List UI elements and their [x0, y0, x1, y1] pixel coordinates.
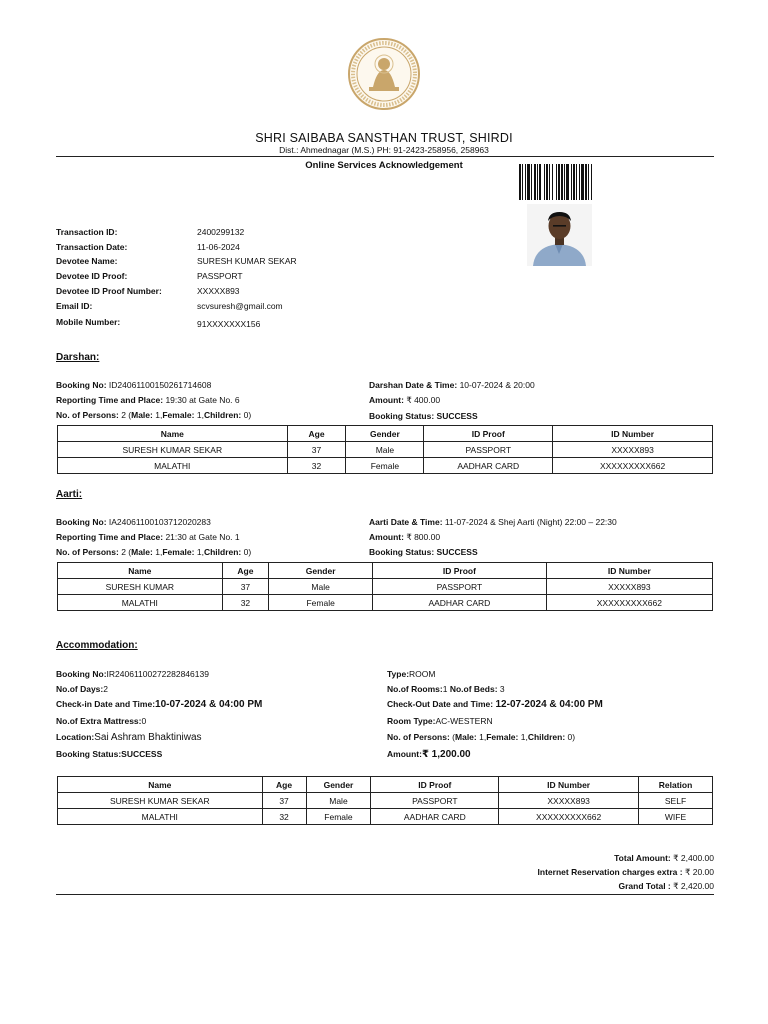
darshan-reporting: Reporting Time and Place: 19:30 at Gate No. 6 [56, 395, 240, 405]
table-cell: 32 [287, 458, 346, 474]
table-cell: 32 [222, 595, 269, 611]
barcode-icon [518, 164, 624, 200]
accommodation-persons: No. of Persons: (Male: 1,Female: 1,Children: 0) [387, 732, 576, 742]
darshan-devotee-table [57, 425, 713, 474]
table-header-row [58, 426, 713, 442]
table-cell: XXXXXXXXX662 [553, 458, 713, 474]
accommodation-booking-no: Booking No:IR24061100272282846139 [56, 669, 209, 679]
table-cell: MALATHI [58, 595, 223, 611]
transaction-field-label: Devotee Name: [56, 256, 118, 266]
column-header: Name [58, 563, 223, 579]
table-cell: XXXXX893 [546, 579, 712, 595]
document-title: Online Services Acknowledgement [305, 160, 463, 171]
table-cell: SURESH KUMAR SEKAR [58, 442, 288, 458]
darshan-persons: No. of Persons: 2 (Male: 1,Female: 1,Children: 0) [56, 410, 252, 420]
darshan-amount: Amount: ₹ 400.00 [369, 395, 441, 405]
table-cell: 37 [262, 793, 306, 809]
table-cell: XXXXX893 [553, 442, 713, 458]
column-header: ID Number [546, 563, 712, 579]
transaction-field-value: 11-06-2024 [197, 242, 240, 252]
internet-charges: Internet Reservation charges extra : ₹ 20.00 [537, 867, 714, 877]
table-header-row [58, 563, 713, 579]
accommodation-checkout: Check-Out Date and Time: 12-07-2024 & 04:00 PM [387, 699, 603, 710]
table-row [58, 793, 713, 809]
aarti-devotee-table [57, 562, 713, 611]
darshan-booking-no: Booking No: ID24061100150261714608 [56, 380, 212, 390]
transaction-field-value: 91XXXXXXX156 [197, 319, 261, 329]
column-header: Age [262, 777, 306, 793]
transaction-field-value: PASSPORT [197, 271, 243, 281]
table-cell: Female [269, 595, 373, 611]
column-header: Relation [639, 777, 713, 793]
accommodation-checkin: Check-in Date and Time:10-07-2024 & 04:00 PM [56, 699, 263, 710]
table-cell: XXXXXXXXX662 [499, 809, 639, 825]
table-row [58, 442, 713, 458]
table-cell: MALATHI [58, 809, 263, 825]
column-header: Name [58, 777, 263, 793]
table-cell: Female [306, 809, 371, 825]
footer-divider [56, 894, 714, 895]
transaction-field-value: scvsuresh@gmail.com [197, 301, 283, 311]
aarti-persons: No. of Persons: 2 (Male: 1,Female: 1,Children: 0) [56, 547, 252, 557]
column-header: Gender [269, 563, 373, 579]
table-header-row [58, 777, 713, 793]
column-header: Gender [346, 426, 424, 442]
aarti-status: Booking Status: SUCCESS [369, 547, 478, 557]
devotee-photo [527, 204, 592, 266]
transaction-field-label: Mobile Number: [56, 317, 121, 327]
darshan-date: Darshan Date & Time: 10-07-2024 & 20:00 [369, 380, 535, 390]
table-row [58, 595, 713, 611]
transaction-field-label: Transaction ID: [56, 227, 118, 237]
column-header: ID Number [499, 777, 639, 793]
sai-baba-seal-icon [347, 37, 421, 111]
column-header: Name [58, 426, 288, 442]
table-cell: XXXXX893 [499, 793, 639, 809]
table-cell: MALATHI [58, 458, 288, 474]
column-header: Age [287, 426, 346, 442]
accommodation-amount: Amount:₹ 1,200.00 [387, 749, 471, 760]
transaction-field-label: Email ID: [56, 301, 93, 311]
aarti-date: Aarti Date & Time: 11-07-2024 & Shej Aarti (Night) 22:00 – 22:30 [369, 517, 617, 527]
accommodation-mattress: No.of Extra Mattress:0 [56, 716, 147, 726]
table-cell: SURESH KUMAR SEKAR [58, 793, 263, 809]
aarti-reporting: Reporting Time and Place: 21:30 at Gate No. 1 [56, 532, 240, 542]
accommodation-days: No.of Days:2 [56, 684, 108, 694]
column-header: ID Proof [424, 426, 553, 442]
table-row [58, 809, 713, 825]
transaction-field-label: Devotee ID Proof: [56, 271, 128, 281]
accommodation-type: Type:ROOM [387, 669, 436, 679]
column-header: ID Proof [373, 563, 547, 579]
accommodation-rooms-beds: No.of Rooms:1 No.of Beds: 3 [387, 684, 505, 694]
table-cell: AADHAR CARD [424, 458, 553, 474]
aarti-section-title: Aarti: [56, 489, 83, 500]
table-cell: 32 [262, 809, 306, 825]
table-row [58, 458, 713, 474]
transaction-field-label: Transaction Date: [56, 242, 128, 252]
accommodation-room-type: Room Type:AC-WESTERN [387, 716, 493, 726]
table-cell: PASSPORT [424, 442, 553, 458]
accommodation-status: Booking Status:SUCCESS [56, 749, 163, 759]
org-name: SHRI SAIBABA SANSTHAN TRUST, SHIRDI [255, 131, 513, 145]
table-cell: 37 [287, 442, 346, 458]
table-row [58, 579, 713, 595]
table-cell: Male [269, 579, 373, 595]
darshan-status: Booking Status: SUCCESS [369, 411, 478, 421]
table-cell: Female [346, 458, 424, 474]
accommodation-section-title: Accommodation: [56, 640, 138, 651]
table-cell: WIFE [639, 809, 713, 825]
column-header: ID Proof [371, 777, 499, 793]
table-cell: Male [306, 793, 371, 809]
table-cell: PASSPORT [371, 793, 499, 809]
darshan-section-title: Darshan: [56, 352, 100, 363]
aarti-booking-no: Booking No: IA24061100103712020283 [56, 517, 211, 527]
column-header: Gender [306, 777, 371, 793]
total-amount: Total Amount: ₹ 2,400.00 [614, 853, 714, 863]
table-cell: SELF [639, 793, 713, 809]
transaction-field-value: SURESH KUMAR SEKAR [197, 256, 297, 266]
table-cell: 37 [222, 579, 269, 595]
table-cell: Male [346, 442, 424, 458]
table-cell: AADHAR CARD [371, 809, 499, 825]
table-cell: AADHAR CARD [373, 595, 547, 611]
grand-total: Grand Total : ₹ 2,420.00 [618, 881, 714, 891]
aarti-amount: Amount: ₹ 800.00 [369, 532, 441, 542]
transaction-field-label: Devotee ID Proof Number: [56, 286, 162, 296]
accommodation-location: Location:Sai Ashram Bhaktiniwas [56, 732, 202, 743]
table-cell: PASSPORT [373, 579, 547, 595]
column-header: Age [222, 563, 269, 579]
table-cell: XXXXXXXXX662 [546, 595, 712, 611]
column-header: ID Number [553, 426, 713, 442]
accommodation-devotee-table [57, 776, 713, 825]
table-cell: SURESH KUMAR [58, 579, 223, 595]
transaction-field-value: 2400299132 [197, 227, 245, 237]
transaction-field-value: XXXXX893 [197, 286, 240, 296]
header-divider [56, 156, 714, 157]
org-subtitle: Dist.: Ahmednagar (M.S.) PH: 91-2423-258956, 258963 [279, 145, 489, 155]
